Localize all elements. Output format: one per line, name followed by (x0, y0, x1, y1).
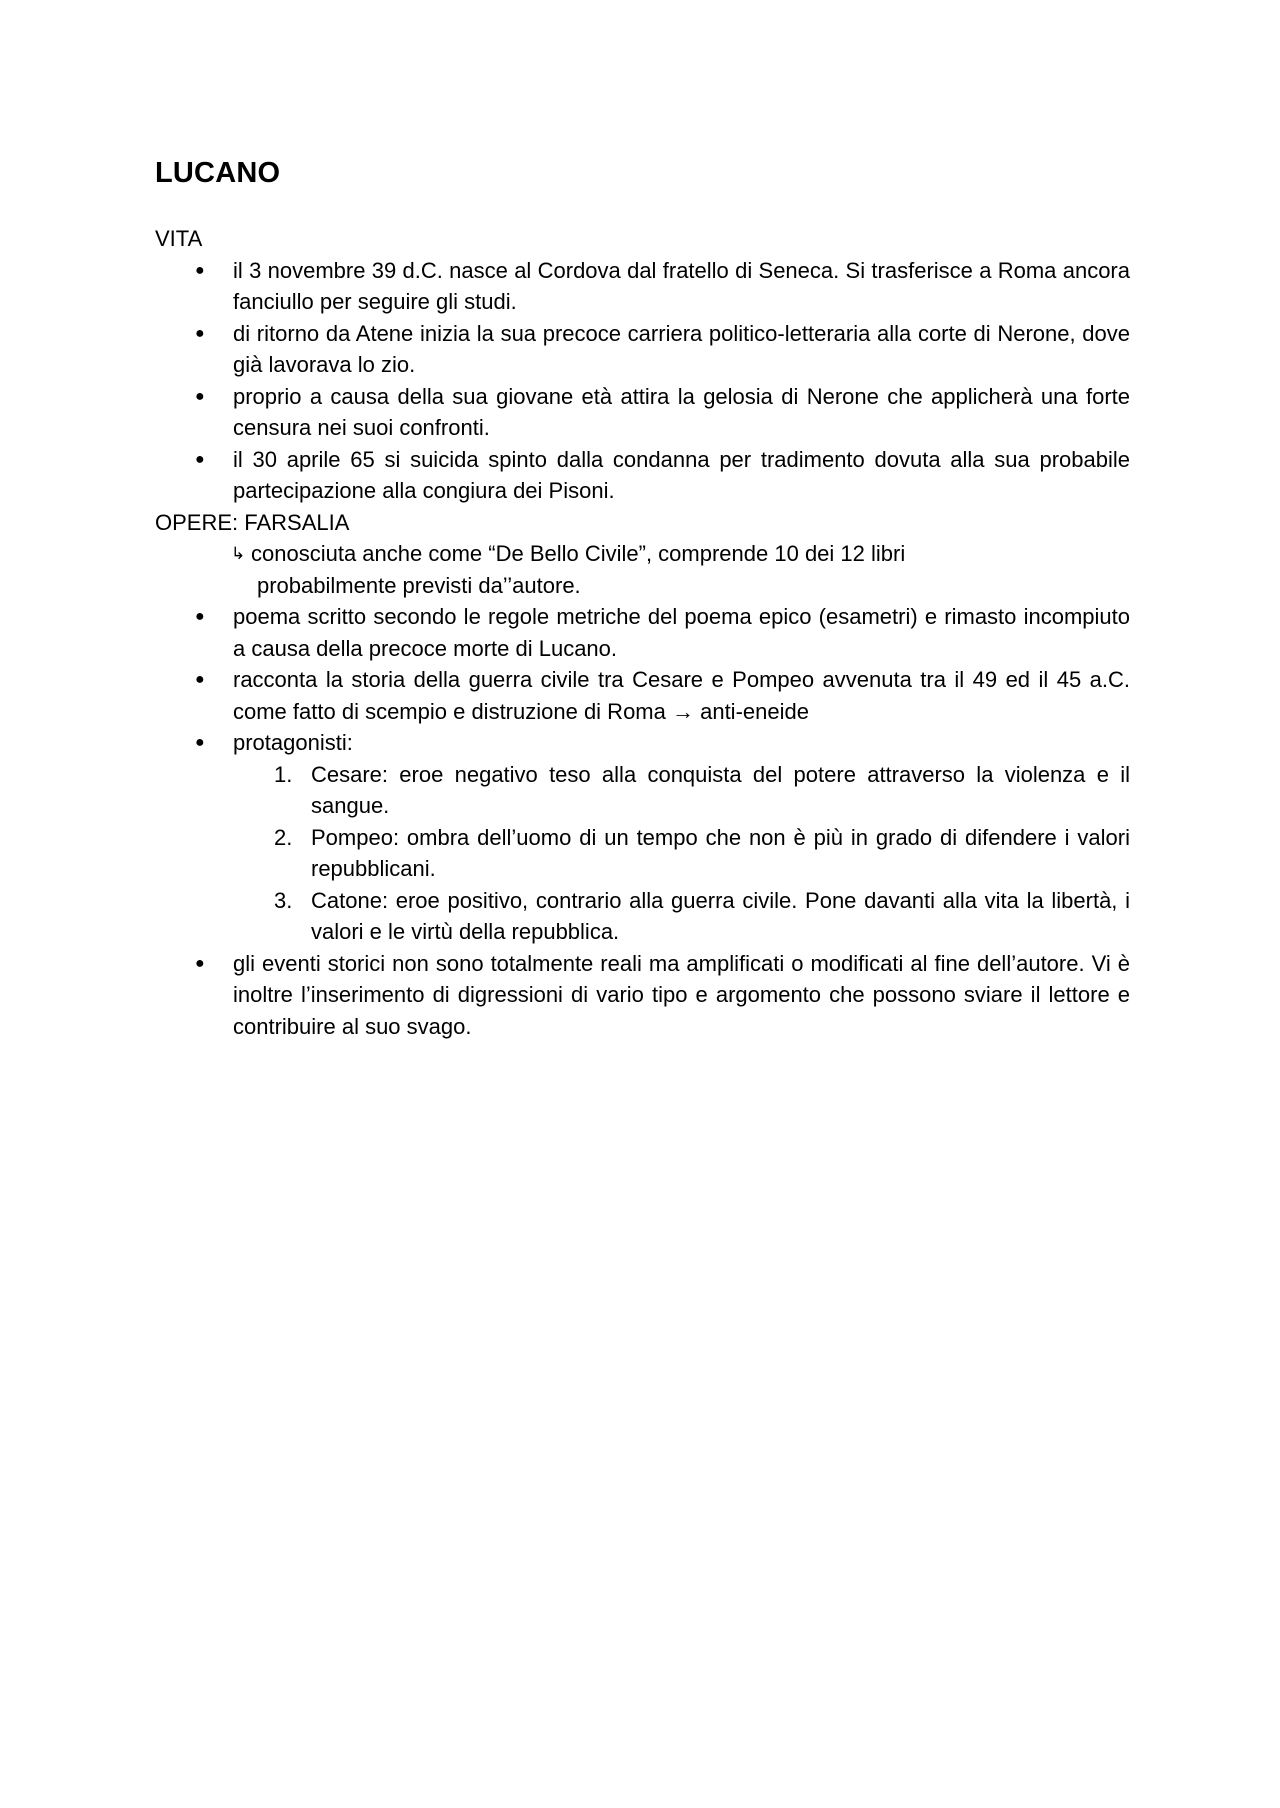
numbered-item (155, 759, 1130, 822)
list-item-text: racconta la storia della guerra civile tra Cesare e Pompeo avvenuta tra il 49 ed il 45 a.C. come fatto di scempio e distruzione di Roma → anti-eneide (233, 667, 1130, 724)
numbered-item (155, 885, 1130, 948)
bullet-icon: ● (195, 324, 205, 342)
list-item (155, 444, 1130, 507)
list-item-text: il 30 aprile 65 si suicida spinto dalla condanna per tradimento dovuta alla sua probabile partecipazione alla congiura dei Pisoni. (233, 446, 1130, 503)
list-item (155, 948, 1130, 1043)
list-item (155, 601, 1130, 664)
protagonists-list (155, 759, 1130, 948)
list-item-text: proprio a causa della sua giovane età attira la gelosia di Nerone che applicherà una forte censura nei suoi confronti. (233, 383, 1130, 440)
list-item-text: di ritorno da Atene inizia la sua precoce carriera politico-letteraria alla corte di Nerone, dove già lavorava lo zio. (233, 320, 1130, 377)
opere-list (155, 601, 1130, 759)
list-item-text: gli eventi storici non sono totalmente reali ma amplificati o modificati al fine dell’autore. Vi è inoltre l’inserimento di digressioni di vario tipo e argomento che possono sviare il lettore e contribuire al suo svago. (233, 950, 1130, 1039)
section-heading-vita: VITA (155, 226, 203, 251)
list-item (155, 727, 1130, 759)
farsalia-note-line1: conosciuta anche come “De Bello Civile”, comprende 10 dei 12 libri (251, 541, 906, 566)
list-item-text: poema scritto secondo le regole metriche del poema epico (esametri) e rimasto incompiuto a causa della precoce morte di Lucano. (233, 604, 1130, 661)
bullet-icon: ● (195, 954, 205, 972)
bullet-icon: ● (195, 608, 205, 625)
sub-arrow-icon: ↳ (231, 544, 246, 563)
item-number: 2. (274, 824, 293, 850)
list-item (155, 664, 1130, 727)
vita-list (155, 255, 1130, 507)
list-item (155, 255, 1130, 318)
list-item (155, 318, 1130, 381)
document-content (155, 153, 1130, 1042)
bullet-icon: ● (195, 734, 205, 751)
list-item-text: il 3 novembre 39 d.C. nasce al Cordova dal fratello di Seneca. Si trasferisce a Roma ancora fanciullo per seguire gli studi. (233, 257, 1130, 314)
item-number: 3. (274, 887, 293, 913)
list-item-text: protagonisti: (233, 730, 353, 755)
list-item (155, 381, 1130, 444)
farsalia-note-line2: probabilmente previsti da’’autore. (257, 572, 581, 598)
bullet-icon: ● (195, 261, 205, 279)
numbered-item (155, 822, 1130, 885)
section-heading-opere: OPERE: FARSALIA (155, 509, 350, 535)
farsalia-note (155, 538, 1031, 601)
numbered-item-text: Cesare: eroe negativo teso alla conquista del potere attraverso la violenza e il sangue. (311, 761, 1130, 818)
numbered-item-text: Catone: eroe positivo, contrario alla guerra civile. Pone davanti alla vita la libertà, i valori e le virtù della repubblica. (311, 887, 1130, 944)
bullet-icon: ● (195, 671, 205, 688)
opere-final-list (155, 948, 1130, 1043)
item-number: 1. (274, 761, 293, 787)
bullet-icon: ● (195, 450, 205, 468)
bullet-icon: ● (195, 387, 205, 405)
document-title: LUCANO (155, 157, 281, 189)
numbered-item-text: Pompeo: ombra dell’uomo di un tempo che non è più in grado di difendere i valori repubblicani. (311, 824, 1130, 881)
